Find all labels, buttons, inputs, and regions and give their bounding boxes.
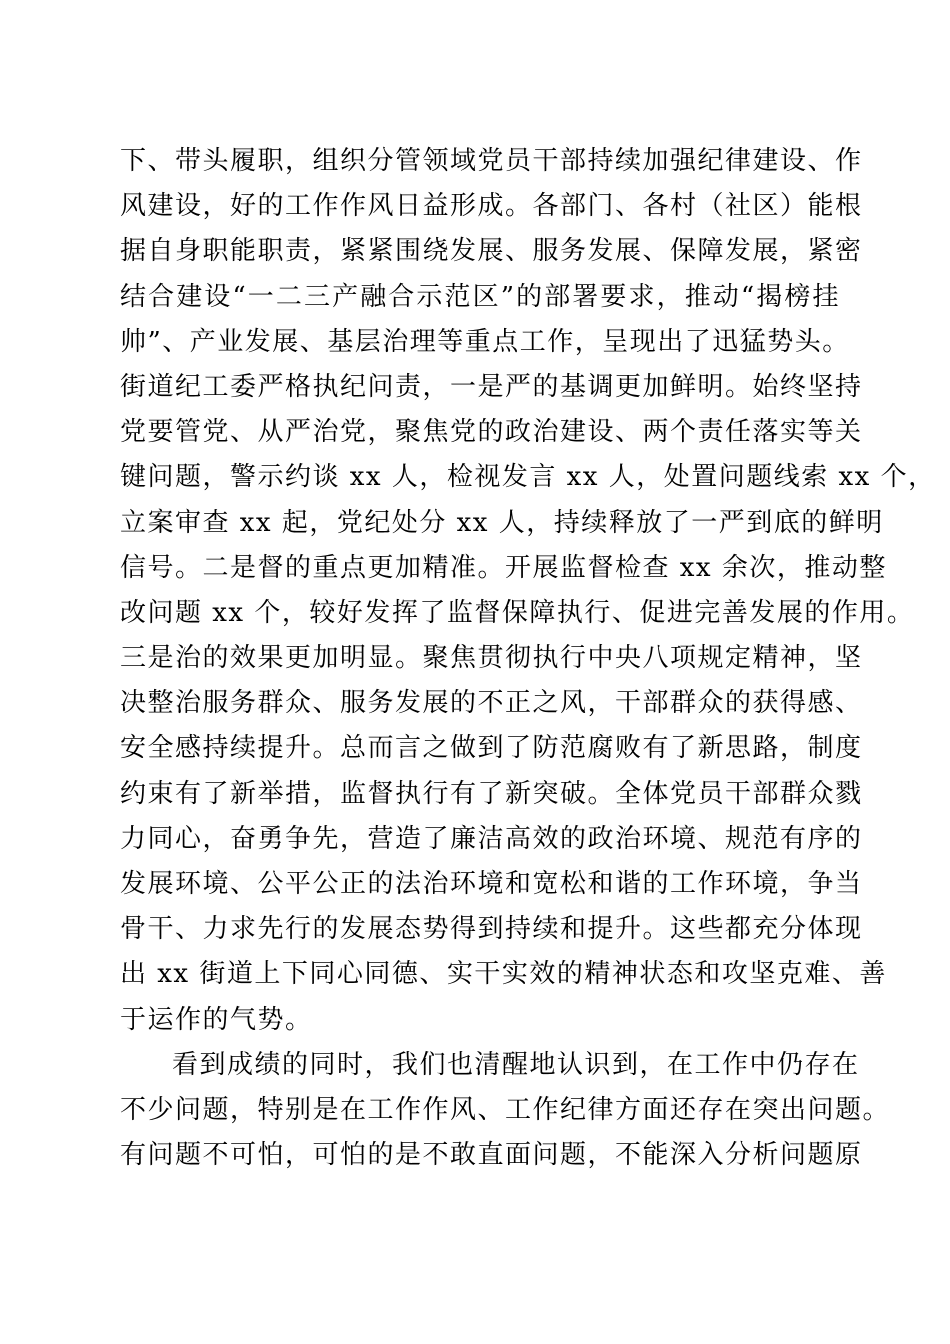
text-line: 党要管党、从严治党，聚焦党的政治建设、两个责任落实等关	[120, 417, 863, 448]
text-line: 决整治服务群众、服务发展的不正之风，干部群众的获得感、	[120, 688, 863, 719]
paragraph-1	[120, 139, 936, 1043]
text-line: 有问题不可怕，可怕的是不敢直面问题，不能深入分析问题原	[120, 1140, 863, 1171]
text-line: 约束有了新举措，监督执行有了新突破。全体党员干部群众戮	[120, 778, 863, 809]
text-line: 结合建设“一二三产融合示范区”的部署要求，推动“揭榜挂	[120, 281, 840, 312]
text-line: 出 xx 街道上下同心同德、实干实效的精神状态和攻坚克难、善	[120, 959, 887, 990]
text-line: 力同心，奋勇争先，营造了廉洁高效的政治环境、规范有序的	[120, 823, 863, 854]
body-text	[120, 139, 936, 1178]
text-line: 街道纪工委严格执纪问责，一是严的基调更加鲜明。始终坚持	[120, 371, 863, 402]
text-line: 发展环境、公平公正的法治环境和宽松和谐的工作环境，争当	[120, 869, 863, 899]
text-line: 三是治的效果更加明显。聚焦贯彻执行中央八项规定精神，坚	[120, 643, 863, 674]
text-line: 帅”、产业发展、基层治理等重点工作，呈现出了迅猛势头。	[120, 326, 850, 357]
text-line: 不少问题，特别是在工作作风、工作纪律方面还存在突出问题。	[120, 1094, 891, 1125]
text-line: 信号。二是督的重点更加精准。开展监督检查 xx 余次，推动整	[120, 552, 887, 583]
text-line: 骨干、力求先行的发展态势得到持续和提升。这些都充分体现	[120, 914, 863, 945]
text-line: 风建设，好的工作作风日益形成。各部门、各村（社区）能根	[120, 191, 863, 222]
text-line: 改问题 xx 个，较好发挥了监督保障执行、促进完善发展的作用。	[120, 597, 915, 628]
text-line: 立案审查 xx 起，党纪处分 xx 人，持续释放了一严到底的鲜明	[120, 507, 884, 538]
text-line: 安全感持续提升。总而言之做到了防范腐败有了新思路，制度	[120, 733, 863, 764]
text-line: 键问题，警示约谈 xx 人，检视发言 xx 人，处置问题线索 xx 个，	[120, 462, 936, 493]
paragraph-2	[120, 1043, 891, 1179]
text-line: 据自身职能职责，紧紧围绕发展、服务发展、保障发展，紧密	[120, 236, 863, 267]
text-line: 下、带头履职，组织分管领域党员干部持续加强纪律建设、作	[120, 146, 863, 176]
text-line: 看到成绩的同时，我们也清醒地认识到，在工作中仍存在	[172, 1049, 860, 1080]
text-line: 于运作的气势。	[120, 1004, 313, 1035]
